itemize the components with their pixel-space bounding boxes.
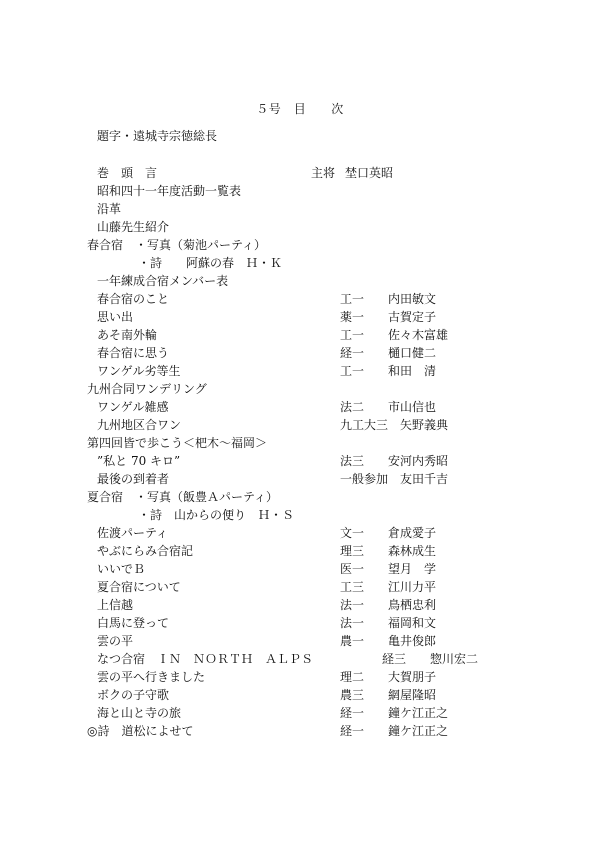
entry-title: 海と山と寺の旅 xyxy=(97,706,182,720)
toc-entry xyxy=(0,668,600,686)
toc-entry xyxy=(0,127,600,145)
entry-affiliation: 法三 xyxy=(340,454,365,468)
entry-affiliation: 工一 xyxy=(340,364,365,378)
entry-author: 樋口健二 xyxy=(388,346,437,360)
entry-title: 夏合宿について xyxy=(97,580,181,594)
entry-title: 雲の平 xyxy=(97,634,134,648)
entry-author: 古賀定子 xyxy=(388,310,437,324)
entry-title: 白馬に登って xyxy=(97,616,170,630)
entry-author: 惣川宏二 xyxy=(430,652,479,666)
entry-affiliation: 理二 xyxy=(340,670,365,684)
toc-entry xyxy=(0,488,600,506)
entry-title: いいでＢ xyxy=(97,562,146,576)
entry-title: ・詩 山からの便り Ｈ・Ｓ xyxy=(138,508,295,522)
toc-entry xyxy=(0,254,600,272)
entry-author: 森林成生 xyxy=(388,544,437,558)
entry-affiliation: 法一 xyxy=(340,598,365,612)
toc-entry xyxy=(0,326,600,344)
toc-entry xyxy=(0,596,600,614)
entry-affiliation: 文一 xyxy=(340,526,365,540)
entry-title: 春合宿に思う xyxy=(97,346,170,360)
entry-affiliation: 法二 xyxy=(340,400,365,414)
entry-title: なつ合宿 ＩＮ ＮＯＲＴＨ ＡＬＰＳ xyxy=(97,652,314,666)
toc-entry xyxy=(0,308,600,326)
toc-entry xyxy=(0,632,600,650)
toc-entry xyxy=(0,200,600,218)
page-title: ５号 目 次 xyxy=(256,102,344,116)
entry-title: 夏合宿 ・写真（飯豊Ａパーティ） xyxy=(87,490,279,504)
entry-title: 上信越 xyxy=(97,598,134,612)
entry-author: 佐々木富雄 xyxy=(388,328,449,342)
toc-entry xyxy=(0,290,600,308)
entry-author: 鳥栖忠利 xyxy=(388,598,437,612)
entry-title: 沿革 xyxy=(97,202,122,216)
entry-author: 和田 清 xyxy=(388,364,437,378)
entry-title: あそ南外輪 xyxy=(97,328,158,342)
entry-title: ワンゲル雑感 xyxy=(97,400,169,414)
toc-entry xyxy=(0,542,600,560)
entry-author: 望月 学 xyxy=(388,562,437,576)
toc-entry xyxy=(0,650,600,668)
toc-entry xyxy=(0,398,600,416)
entry-author: 福岡和文 xyxy=(388,616,437,630)
entry-author: 江川力平 xyxy=(388,580,437,594)
entry-affiliation: 経一 xyxy=(340,724,365,738)
entry-affiliation: 工一 xyxy=(340,328,365,342)
toc-entry xyxy=(0,236,600,254)
entry-title: ◎詩 道松によせて xyxy=(87,724,194,738)
entry-title: 題字・遠城寺宗徳総長 xyxy=(97,129,218,143)
entry-title: ワンゲル劣等生 xyxy=(97,364,181,378)
entry-affiliation: 農三 xyxy=(340,688,365,702)
entry-title: ボクの子守歌 xyxy=(97,688,170,702)
entry-title: 最後の到着者 xyxy=(97,472,170,486)
entry-affiliation: 工三 xyxy=(340,580,365,594)
toc-entry xyxy=(0,506,600,524)
entry-title: 第四回皆で歩こう＜杷木～福岡＞ xyxy=(87,436,268,450)
entry-affiliation: 医一 xyxy=(340,562,365,576)
entry-title: 九州合同ワンデリング xyxy=(87,382,207,396)
entry-author: 矢野義典 xyxy=(400,418,449,432)
toc-entry xyxy=(0,578,600,596)
entry-author: 市山信也 xyxy=(388,400,437,414)
entry-title: 思い出 xyxy=(97,310,134,324)
toc-entry xyxy=(0,416,600,434)
entry-title: 春合宿 ・写真（菊池パーティ） xyxy=(87,238,267,252)
entry-affiliation: 工一 xyxy=(340,292,365,306)
entry-title: 九州地区合ワン xyxy=(97,418,182,432)
toc-entry xyxy=(0,164,600,182)
toc-entry xyxy=(0,470,600,488)
toc-entry xyxy=(0,362,600,380)
toc-entry xyxy=(0,722,600,740)
entry-title: 巻 頭 言 xyxy=(97,166,158,180)
toc-entry xyxy=(0,182,600,200)
entry-author: 内田敏文 xyxy=(388,292,437,306)
toc-entry xyxy=(0,704,600,722)
entry-author: 倉成愛子 xyxy=(388,526,437,540)
entry-author: 安河内秀昭 xyxy=(388,454,449,468)
entry-author: 埜口英昭 xyxy=(345,166,394,180)
entry-author: 鐘ケ江正之 xyxy=(388,724,449,738)
toc-entry xyxy=(0,614,600,632)
entry-title: ”私と 70 キロ” xyxy=(97,454,181,468)
toc-entry xyxy=(0,452,600,470)
toc-entry xyxy=(0,344,600,362)
entry-affiliation: 主将 xyxy=(311,166,336,180)
entry-affiliation: 理三 xyxy=(340,544,365,558)
toc-entry xyxy=(0,380,600,398)
entry-affiliation: 九工大三 xyxy=(340,418,389,432)
entry-title: 春合宿のこと xyxy=(97,292,170,306)
entry-author: 友田千吉 xyxy=(400,472,449,486)
entry-affiliation: 法一 xyxy=(340,616,365,630)
entry-title: やぶにらみ合宿記 xyxy=(97,544,194,558)
entry-affiliation: 経三 xyxy=(382,652,407,666)
toc-entry xyxy=(0,218,600,236)
toc-entry xyxy=(0,686,600,704)
entry-title: ・詩 阿蘇の春 Ｈ・Ｋ xyxy=(138,256,283,270)
toc-entry xyxy=(0,560,600,578)
toc-entry xyxy=(0,434,600,452)
toc-entry xyxy=(0,272,600,290)
entry-affiliation: 経一 xyxy=(340,346,365,360)
entry-title: 雲の平へ行きました xyxy=(97,670,206,684)
entry-author: 大賀朋子 xyxy=(388,670,437,684)
entry-title: 昭和四十一年度活動一覧表 xyxy=(97,184,242,198)
toc-entry xyxy=(0,524,600,542)
entry-title: 佐渡パーティ xyxy=(97,526,169,540)
entry-author: 亀井俊郎 xyxy=(388,634,437,648)
entry-title: 一年練成合宿メンバー表 xyxy=(97,274,229,288)
entry-affiliation: 薬一 xyxy=(340,310,365,324)
entry-affiliation: 農一 xyxy=(340,634,365,648)
entry-affiliation: 一般参加 xyxy=(340,472,389,486)
entry-author: 網屋隆昭 xyxy=(388,688,437,702)
entry-title: 山藤先生紹介 xyxy=(97,220,170,234)
entry-affiliation: 経一 xyxy=(340,706,365,720)
entry-author: 鐘ケ江正之 xyxy=(388,706,449,720)
